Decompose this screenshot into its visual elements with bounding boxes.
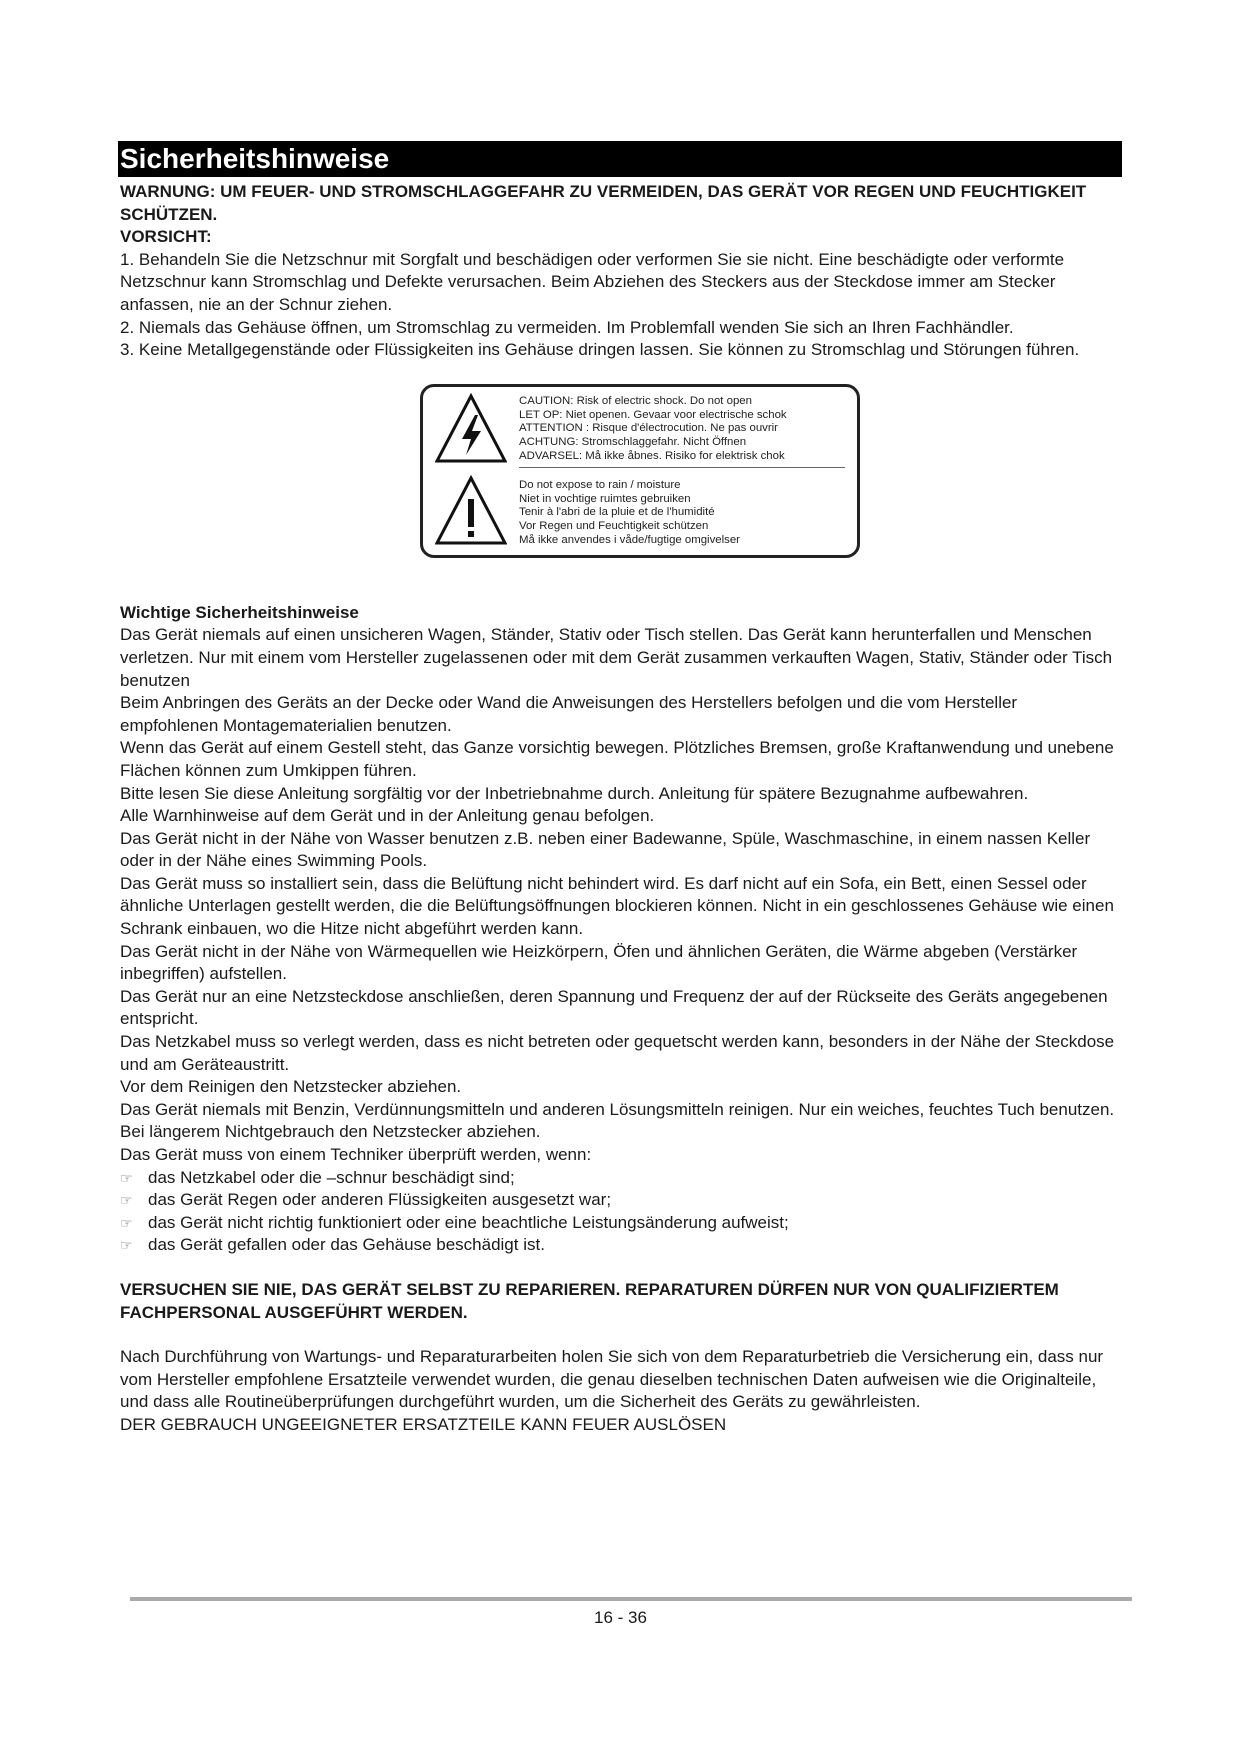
safety-paragraph: Das Gerät nicht in der Nähe von Wasser benutzen z.B. neben einer Badewanne, Spüle, Waschmaschine, in einem nassen Keller oder in der Nähe eines Swimming Pools. (120, 828, 1091, 871)
safety-paragraph: Das Gerät nicht in der Nähe von Wärmequellen wie Heizkörpern, Öfen und ähnlichen Geräten, die Wärme abgeben (Verstärker inbegriffen) aufstellen. (120, 941, 1078, 984)
shock-warning-text (519, 395, 787, 464)
label-line: ACHTUNG: Stromschlaggefahr. Nicht Öffnen (519, 436, 747, 449)
list-item-text: das Netzkabel oder die –schnur beschädigt sind; (148, 1167, 515, 1187)
caution-item: 3. Keine Metallgegenstände oder Flüssigkeiten ins Gehäuse dringen lassen. Sie können zu Stromschlag und Störungen führen. (120, 340, 1080, 360)
label-line: LET OP: Niet openen. Gevaar voor electrische schok (519, 408, 787, 421)
moisture-warning-text (519, 479, 740, 548)
warning-label (420, 384, 860, 558)
repair-warning: VERSUCHEN SIE NIE, DAS GERÄT SELBST ZU REPARIEREN. REPARATUREN DÜRFEN NUR VON QUALIFIZIERTEM FACHPERSONAL AUSGEFÜHRT WERDEN. (120, 1279, 1059, 1322)
page-number: 16 - 36 (594, 1608, 647, 1627)
safety-paragraph: Das Gerät niemals auf einen unsicheren Wagen, Ständer, Stativ oder Tisch stellen. Das Gerät kann herunterfallen und Menschen verletzen. Nur mit einem vom Hersteller zugelassenen oder mit dem Gerät zusammen verkauften Wagen, Stativ, Ständer oder Tisch benutzen (120, 625, 1113, 690)
pointing-hand-icon: ☞ (120, 1214, 133, 1231)
fire-warning: WARNUNG: UM FEUER- UND STROMSCHLAGGEFAHR ZU VERMEIDEN, DAS GERÄT VOR REGEN UND FEUCHTIGKEIT SCHÜTZEN. (120, 182, 1087, 224)
label-line: Må ikke anvendes i våde/fugtige omgivelser (519, 533, 740, 546)
safety-paragraph: Bei längerem Nichtgebrauch den Netzstecker abziehen. (120, 1122, 541, 1142)
label-line: Vor Regen und Feuchtigkeit schützen (519, 520, 709, 533)
safety-paragraph: Das Gerät nur an eine Netzsteckdose anschließen, deren Spannung und Frequenz der auf der Rückseite des Geräts angegebenen entspricht. (120, 986, 1108, 1029)
page-title: Sicherheitshinweise (118, 141, 1122, 177)
list-item-text: das Gerät nicht richtig funktioniert oder eine beachtliche Leistungsänderung aufweist; (148, 1212, 789, 1232)
closing-section (120, 1346, 1120, 1436)
label-line: ATTENTION : Risque d'électrocution. Ne pas ouvrir (519, 422, 778, 435)
safety-paragraph: Alle Warnhinweise auf dem Gerät und in der Anleitung genau befolgen. (120, 806, 655, 826)
caution-heading: VORSICHT: (120, 227, 212, 247)
caution-item: 2. Niemals das Gehäuse öffnen, um Stromschlag zu vermeiden. Im Problemfall wenden Sie sich an Ihren Fachhändler. (120, 317, 1014, 337)
list-item (120, 1189, 1120, 1212)
safety-paragraph: Das Gerät muss so installiert sein, dass die Belüftung nicht behindert wird. Es darf nicht auf ein Sofa, ein Bett, einen Sessel oder ähnliche Unterlagen gestellt werden, die die Belüftungsöffnungen blockieren können. Nicht in ein geschlossenes Gehäuse wie einen Schrank einbauen, wo die Hitze nicht abgeführt werden kann. (120, 873, 1114, 939)
safety-paragraph: Beim Anbringen des Geräts an der Decke oder Wand die Anweisungen des Herstellers befolgen und die vom Hersteller empfohlenen Montagematerialien benutzen. (120, 693, 1018, 735)
warning-label-wrap (120, 384, 1120, 558)
safety-paragraph: Das Gerät muss von einem Techniker überprüft werden, wenn: (120, 1145, 592, 1164)
inspection-list (120, 1167, 1120, 1257)
safety-paragraph: Wenn das Gerät auf einem Gestell steht, das Ganze vorsichtig bewegen. Plötzliches Bremsen, große Kraftanwendung und unebene Flächen können zum Umkippen führen. (120, 738, 1114, 780)
pointing-hand-icon: ☞ (120, 1192, 133, 1209)
closing-final: DER GEBRAUCH UNGEEIGNETER ERSATZTEILE KANN FEUER AUSLÖSEN (120, 1414, 727, 1434)
lightning-warning-triangle-icon (435, 393, 507, 465)
caution-item: 1. Behandeln Sie die Netzschnur mit Sorgfalt und beschädigen oder verformen Sie sie nicht. Eine beschädigte oder verformte Netzschnur kann Stromschlag und Defekte verursachen. Beim Abziehen des Steckers aus der Steckdose immer am Stecker anfassen, nie an der Schnur ziehen. (120, 249, 1065, 314)
footer-divider (130, 1597, 1132, 1601)
list-item (120, 1212, 1120, 1235)
label-line: CAUTION: Risk of electric shock. Do not open (519, 394, 752, 407)
list-item-text: das Gerät Regen oder anderen Flüssigkeiten ausgesetzt war; (148, 1190, 612, 1210)
label-line: Niet in vochtige ruimtes gebruiken (519, 492, 691, 505)
closing-paragraph: Nach Durchführung von Wartungs- und Reparaturarbeiten holen Sie sich von dem Reparaturbetrieb die Versicherung ein, dass nur vom Hersteller empfohlene Ersatzteile verwendet wurden, die genau dieselben technischen Daten aufweisen wie die Originalteile, und dass alle Routineüberprüfungen durchgeführt wurden, um die Sicherheit des Geräts zu gewährleisten. (120, 1347, 1104, 1412)
list-item (120, 1234, 1120, 1257)
safety-paragraph: Vor dem Reinigen den Netzstecker abziehen. (120, 1077, 462, 1097)
important-heading: Wichtige Sicherheitshinweise (120, 602, 359, 622)
pointing-hand-icon: ☞ (120, 1169, 133, 1186)
pointing-hand-icon: ☞ (120, 1237, 133, 1254)
content (120, 181, 1120, 1437)
label-line: Do not expose to rain / moisture (519, 478, 681, 491)
safety-paragraph: Bitte lesen Sie diese Anleitung sorgfältig vor der Inbetriebnahme durch. Anleitung für spätere Bezugnahme aufbewahren. (120, 783, 1029, 803)
label-line: ADVARSEL: Må ikke åbnes. Risiko for elektrisk chok (519, 449, 785, 462)
label-line: Tenir à l'abri de la pluie et de l'humidité (519, 506, 715, 519)
safety-paragraph: Das Gerät niemals mit Benzin, Verdünnungsmitteln und anderen Lösungsmitteln reinigen. Nur ein weiches, feuchtes Tuch benutzen. (120, 1099, 1115, 1119)
label-divider (519, 467, 845, 468)
document-page (120, 141, 1120, 1437)
safety-paragraph: Das Netzkabel muss so verlegt werden, dass es nicht betreten oder gequetscht werden kann, besonders in der Nähe der Steckdose und am Geräteaustritt. (120, 1032, 1115, 1074)
important-section (120, 602, 1120, 1257)
exclamation-warning-triangle-icon (435, 475, 507, 547)
list-item (120, 1167, 1120, 1190)
list-item-text: das Gerät gefallen oder das Gehäuse beschädigt ist. (148, 1235, 545, 1255)
